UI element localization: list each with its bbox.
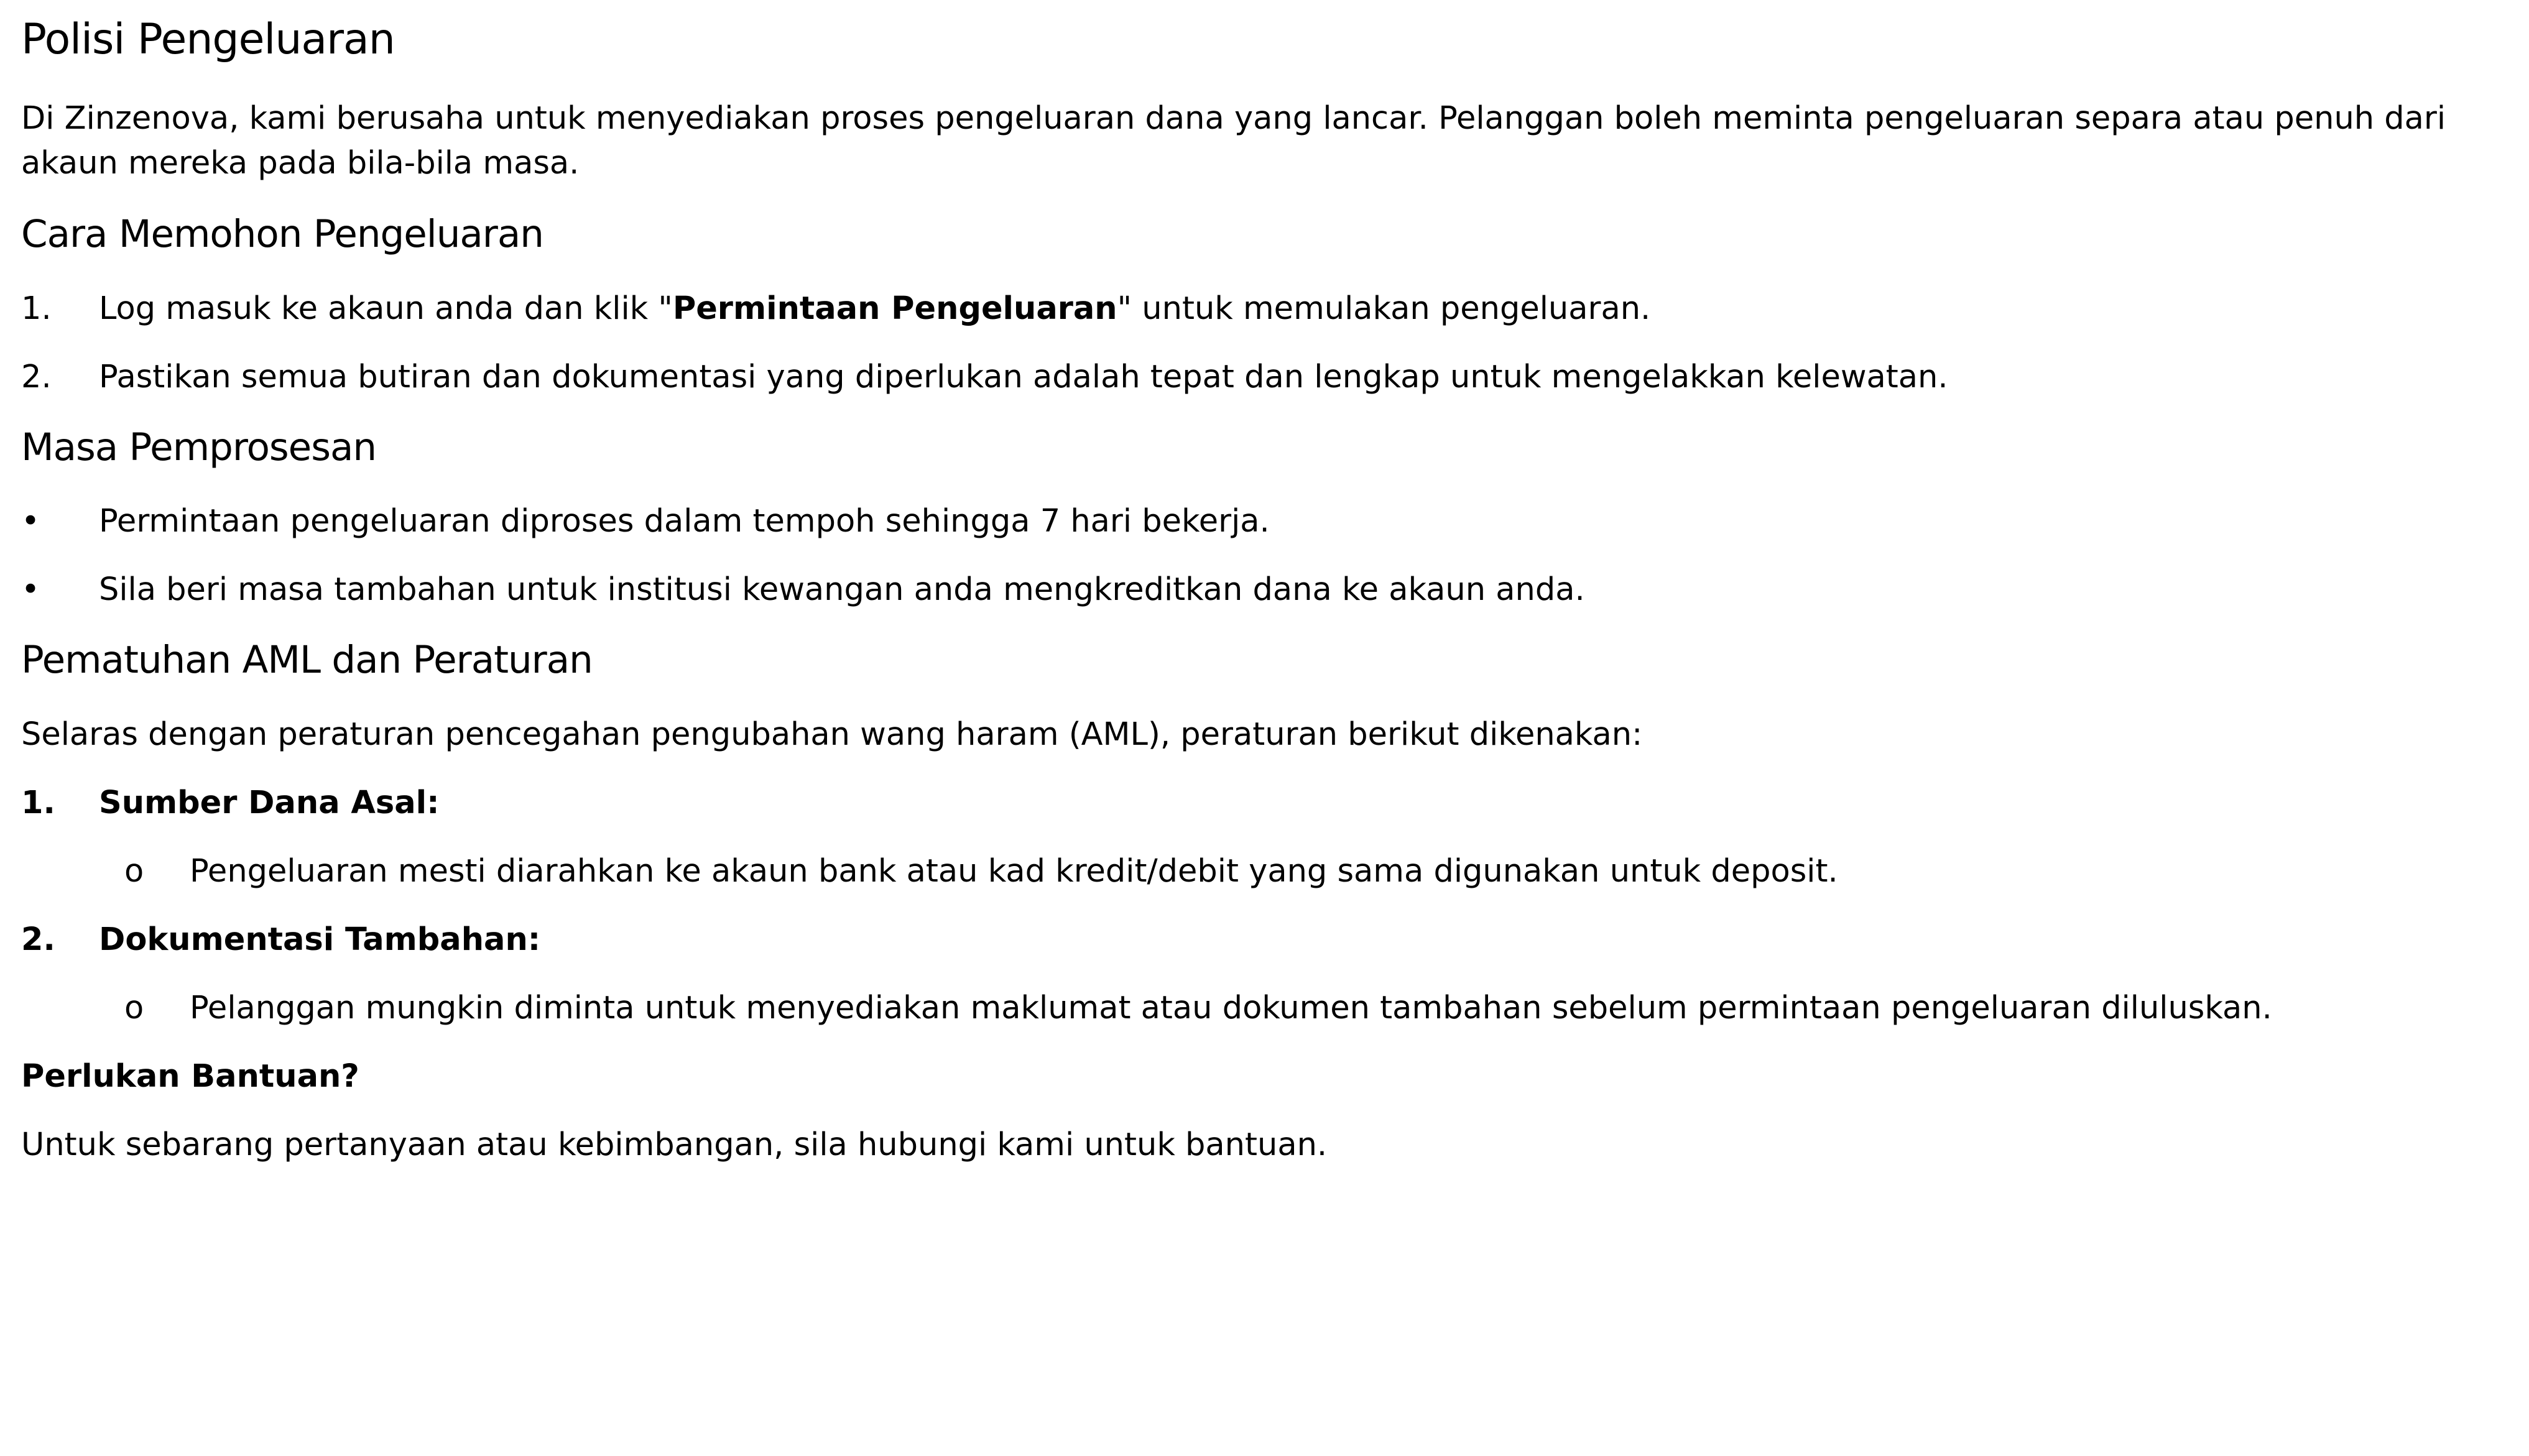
help-heading: Perlukan Bantuan? bbox=[21, 1058, 359, 1095]
list-item-text: Pastikan semua butiran dan dokumentasi yang diperlukan adalah tepat dan lengkap untuk mengelakkan kelewatan. bbox=[99, 359, 1948, 395]
intro-paragraph-line-2: akaun mereka pada bila-bila masa. bbox=[21, 145, 580, 182]
list-item-text-before: Log masuk ke akaun anda dan klik " bbox=[99, 290, 673, 327]
page-title: Polisi Pengeluaran bbox=[21, 15, 395, 64]
list-marker: 1. bbox=[21, 785, 55, 821]
sub-list-item-text: Pelanggan mungkin diminta untuk menyediakan maklumat atau dokumen tambahan sebelum permintaan pengeluaran diluluskan. bbox=[190, 990, 2272, 1026]
list-item-text: Sila beri masa tambahan untuk institusi kewangan anda mengkreditkan dana ke akaun anda. bbox=[99, 571, 1585, 608]
aml-intro: Selaras dengan peraturan pencegahan pengubahan wang haram (AML), peraturan berikut dikenakan: bbox=[21, 716, 1643, 753]
intro-paragraph-line-1: Di Zinzenova, kami berusaha untuk menyediakan proses pengeluaran dana yang lancar. Pelanggan boleh meminta pengeluaran separa atau penuh dari bbox=[21, 100, 2446, 137]
bullet-marker: • bbox=[21, 571, 40, 608]
sub-bullet-marker: o bbox=[124, 990, 144, 1026]
list-item-text: Permintaan pengeluaran diproses dalam tempoh sehingga 7 hari bekerja. bbox=[99, 503, 1270, 540]
list-item-title: Sumber Dana Asal: bbox=[99, 785, 440, 821]
list-item-text bbox=[99, 290, 1651, 327]
section-heading-how-to: Cara Memohon Pengeluaran bbox=[21, 212, 543, 256]
list-marker: 2. bbox=[21, 359, 52, 395]
list-item-text-bold: Permintaan Pengeluaran bbox=[672, 290, 1117, 327]
list-marker: 2. bbox=[21, 921, 55, 958]
list-item-title: Dokumentasi Tambahan: bbox=[99, 921, 541, 958]
list-marker: 1. bbox=[21, 290, 52, 327]
section-heading-processing: Masa Pemprosesan bbox=[21, 425, 377, 469]
section-heading-aml: Pematuhan AML dan Peraturan bbox=[21, 638, 593, 682]
help-text: Untuk sebarang pertanyaan atau kebimbangan, sila hubungi kami untuk bantuan. bbox=[21, 1127, 1328, 1163]
sub-bullet-marker: o bbox=[124, 853, 144, 890]
bullet-marker: • bbox=[21, 503, 40, 540]
list-item-text-after: " untuk memulakan pengeluaran. bbox=[1117, 290, 1651, 327]
sub-list-item-text: Pengeluaran mesti diarahkan ke akaun bank atau kad kredit/debit yang sama digunakan untuk deposit. bbox=[190, 853, 1838, 890]
